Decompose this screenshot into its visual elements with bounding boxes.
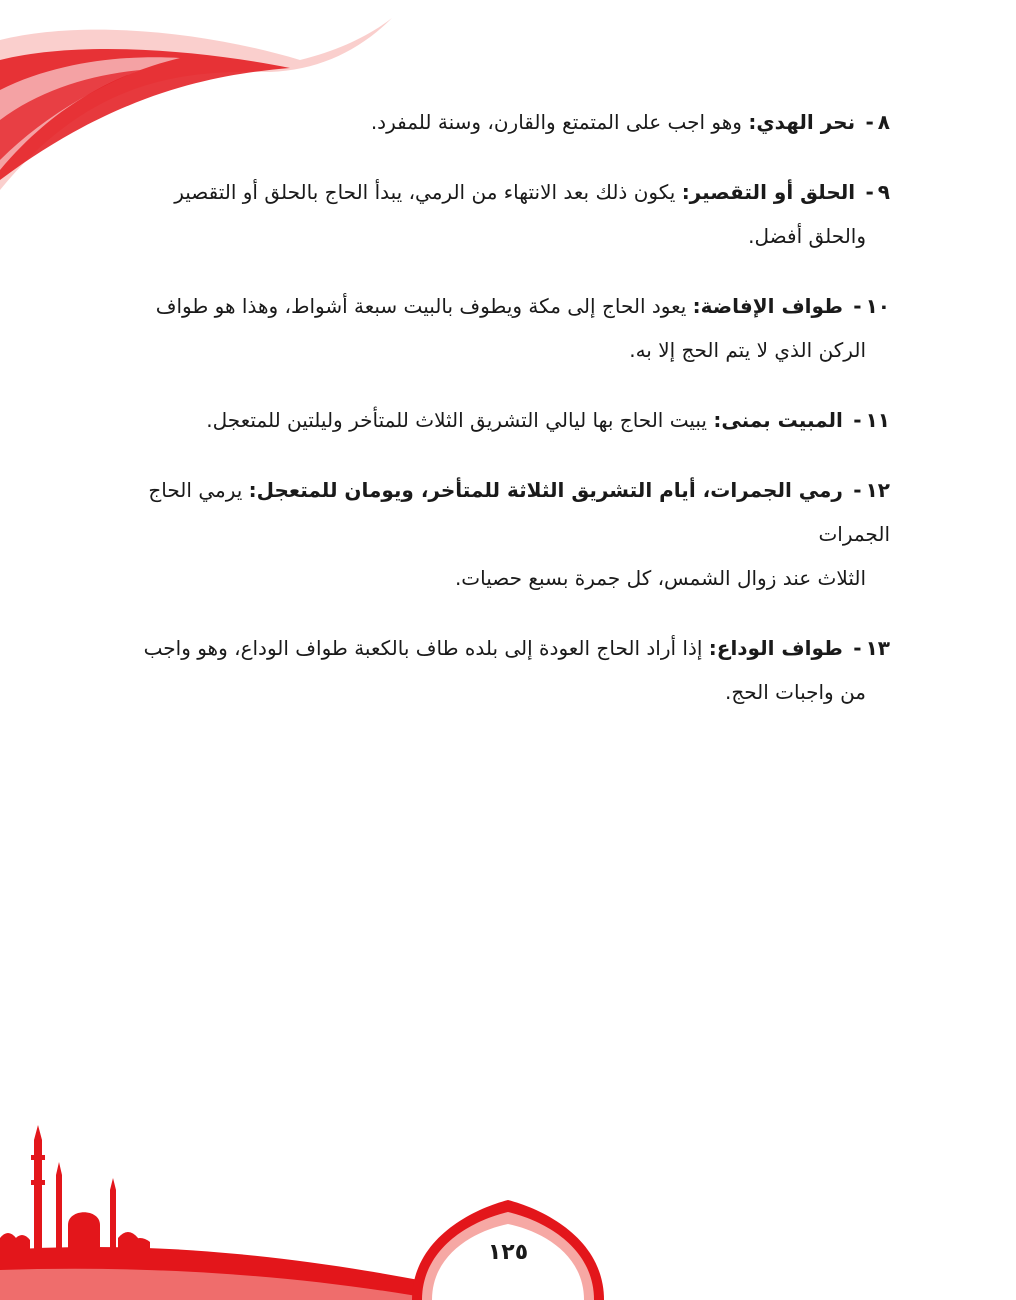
list-item <box>100 398 890 442</box>
item-continuation: الثلاث عند زوال الشمس، كل جمرة بسبع حصيات. <box>454 566 866 590</box>
bottom-decoration <box>0 1120 1016 1300</box>
item-text: إذا أراد الحاج العودة إلى بلده طاف بالكعبة طواف الوداع، وهو واجب <box>143 636 703 660</box>
item-number: ١٢ <box>865 478 890 502</box>
item-number: ١٣ <box>865 636 890 660</box>
list-item <box>100 284 890 372</box>
item-term: طواف الإفاضة: <box>692 294 843 318</box>
item-term: المبيت بمنى: <box>713 408 843 432</box>
item-dash: - <box>865 110 874 134</box>
list-item <box>100 468 890 600</box>
item-text: يكون ذلك بعد الانتهاء من الرمي، يبدأ الحاج بالحلق أو التقصير <box>174 180 676 204</box>
item-number: ١٠ <box>865 294 890 318</box>
item-number: ١١ <box>865 408 890 432</box>
item-continuation: من واجبات الحج. <box>724 680 866 704</box>
item-term: الحلق أو التقصير: <box>681 180 856 204</box>
item-continuation: والحلق أفضل. <box>748 224 866 248</box>
item-term: رمي الجمرات، أيام التشريق الثلاثة للمتأخر، ويومان للمتعجل: <box>248 478 843 502</box>
item-text: يبيت الحاج بها ليالي التشريق الثلاث للمتأخر وليلتين للمتعجل. <box>206 408 707 432</box>
item-dash: - <box>865 180 874 204</box>
item-dash: - <box>853 408 862 432</box>
item-number: ٨ <box>877 110 890 134</box>
list-item <box>100 100 890 144</box>
item-continuation: الركن الذي لا يتم الحج إلا به. <box>629 338 866 362</box>
page-number: ١٢٥ <box>487 1240 529 1265</box>
item-dash: - <box>853 294 862 318</box>
item-term: نحر الهدي: <box>748 110 856 134</box>
item-dash: - <box>853 636 862 660</box>
item-term: طواف الوداع: <box>708 636 843 660</box>
mosque-silhouette-icon <box>0 1125 150 1250</box>
list-item <box>100 626 890 714</box>
item-text: يرمي الحاج الجمرات <box>148 478 890 546</box>
list-item <box>100 170 890 258</box>
item-dash: - <box>853 478 862 502</box>
text-content <box>100 100 890 740</box>
item-number: ٩ <box>877 180 890 204</box>
item-text: يعود الحاج إلى مكة ويطوف بالبيت سبعة أشواط، وهذا هو طواف <box>155 294 687 318</box>
item-text: وهو اجب على المتمتع والقارن، وسنة للمفرد. <box>370 110 742 134</box>
